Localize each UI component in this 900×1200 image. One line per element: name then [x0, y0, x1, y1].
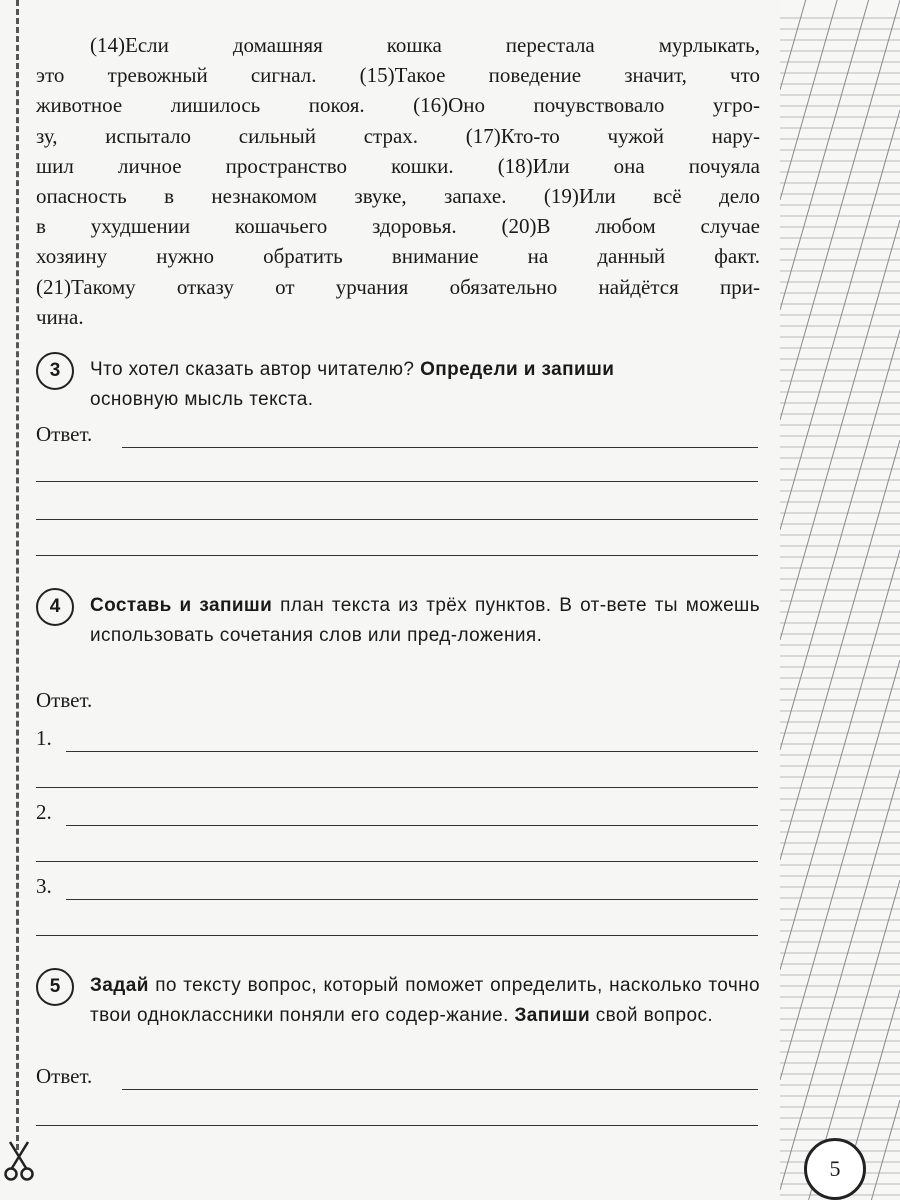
scissors-icon: [4, 1140, 34, 1184]
task-number-5: 5: [36, 968, 74, 1006]
margin-lines: [780, 0, 900, 1200]
task-5: [36, 968, 760, 1031]
passage-text: [36, 30, 760, 332]
passage-line: зу, испытало сильный страх. (17)Кто-то чужой нару-: [36, 123, 760, 148]
cut-line: [16, 0, 19, 1150]
passage-line: животное лишилось покоя. (16)Оно почувствовало угро-: [36, 93, 760, 118]
task-4-item-2-line[interactable]: [36, 800, 758, 830]
task-3-instruction: Что хотел сказать автор читателю? Определи и запиши основную мысль текста.: [90, 359, 615, 410]
answer-label: Ответ.: [36, 422, 93, 446]
task-3-answer-line-2[interactable]: [36, 456, 758, 486]
passage-line: (14)Если домашняя кошка перестала мурлыкать,: [90, 33, 760, 57]
passage-line: шил личное пространство кошки. (18)Или она почуяла: [36, 153, 760, 178]
answer-label: Ответ.: [36, 1064, 93, 1088]
task-3-answer-line-4[interactable]: [36, 530, 758, 560]
task-4-item-3-line-2[interactable]: [36, 910, 758, 940]
task-3-answer-line-1[interactable]: [36, 422, 758, 452]
item-number: 2.: [36, 800, 52, 824]
task-4-item-3-line[interactable]: [36, 874, 758, 904]
task-4-item-1-line[interactable]: [36, 726, 758, 756]
task-number-4: 4: [36, 588, 74, 626]
passage-line: чина.: [36, 304, 84, 329]
passage-line: это тревожный сигнал. (15)Такое поведение значит, что: [36, 63, 760, 88]
item-number: 1.: [36, 726, 52, 750]
passage-line: (21)Такому отказу от урчания обязательно найдётся при-: [36, 274, 760, 299]
task-3-answer-line-3[interactable]: [36, 494, 758, 524]
task-4-instruction: Составь и запиши план текста из трёх пунктов. В от-вете ты можешь использовать сочетания слов или пред-ложения.: [90, 595, 760, 646]
task-3: [36, 352, 760, 415]
task-4-item-2-line-2[interactable]: [36, 836, 758, 866]
task-4-item-1-line-2[interactable]: [36, 762, 758, 792]
task-5-answer-line-1[interactable]: [36, 1064, 758, 1094]
task-number-3: 3: [36, 352, 74, 390]
passage-line: хозяину нужно обратить внимание на данный факт.: [36, 244, 760, 269]
task-4: [36, 588, 760, 651]
page-number: 5: [804, 1138, 866, 1200]
task-4-answer-label: Ответ.: [36, 688, 93, 712]
passage-line: опасность в незнакомом звуке, запахе. (19)Или всё дело: [36, 184, 760, 209]
lined-margin: [780, 0, 900, 1200]
task-5-instruction: Задай по тексту вопрос, который поможет определить, насколько точно твои одноклассники поняли его содер-жание. Запиши свой вопрос.: [90, 975, 760, 1026]
task-5-answer-line-2[interactable]: [36, 1100, 758, 1130]
item-number: 3.: [36, 874, 52, 898]
passage-line: в ухудшении кошачьего здоровья. (20)В любом случае: [36, 214, 760, 239]
